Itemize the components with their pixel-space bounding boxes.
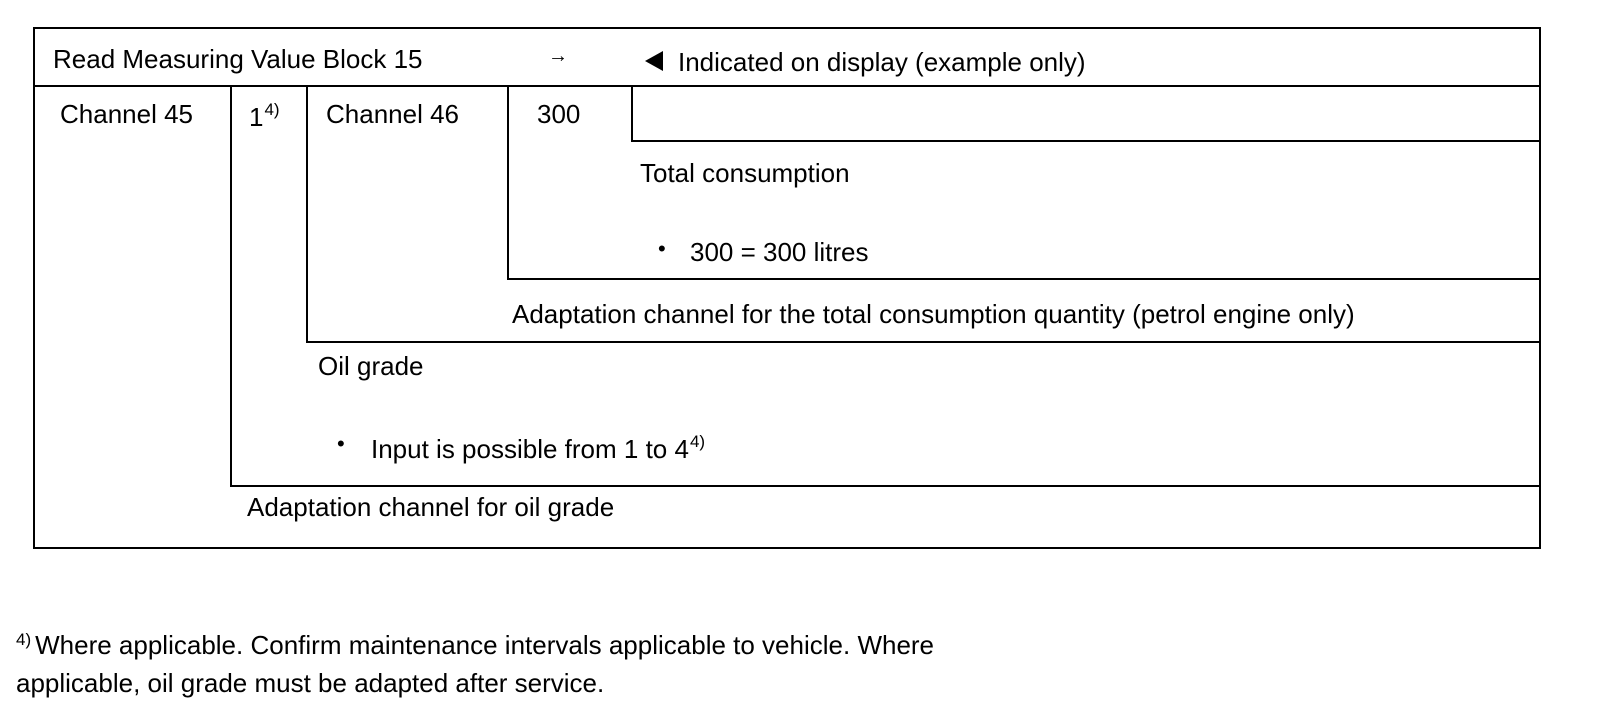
header-divider (33, 85, 1541, 87)
outer-box-left (33, 27, 35, 549)
adaptation-total-bottom (306, 341, 1541, 343)
value1-label: 1 (249, 102, 264, 132)
footnote (16, 628, 934, 700)
oil-grade-footnote-ref: 4) (689, 432, 706, 451)
divider-after-channel46 (507, 85, 509, 280)
value-field-bottom (631, 140, 1541, 142)
display-note: Indicated on display (example only) (678, 47, 1086, 77)
display-indicator-icon (645, 51, 663, 71)
footnote-line1-row (16, 628, 934, 666)
oil-grade-title: Oil grade (318, 351, 424, 381)
total-consumption-bottom (507, 278, 1541, 280)
oil-grade-bottom (230, 485, 1541, 487)
footnote-line1: Where applicable. Confirm maintenance intervals applicable to vehicle. Where (35, 630, 935, 660)
divider-after-value1 (306, 85, 308, 343)
channel46-label: Channel 46 (326, 99, 459, 129)
divider-after-channel45 (230, 85, 232, 487)
arrow-icon: → (548, 45, 568, 67)
divider-after-value300 (631, 85, 633, 142)
outer-box-top (33, 27, 1541, 29)
adaptation-oil-label: Adaptation channel for oil grade (247, 492, 615, 522)
oil-grade-bullet: Input is possible from 1 to 4 (371, 434, 689, 464)
total-consumption-title: Total consumption (640, 158, 850, 188)
outer-box-bottom (33, 547, 1541, 549)
adaptation-total-label: Adaptation channel for the total consumption quantity (petrol engine only) (512, 299, 1355, 329)
footnote-line2: applicable, oil grade must be adapted after service. (16, 668, 605, 698)
bullet-icon: • (658, 236, 666, 261)
value1-footnote-ref: 4) (264, 100, 280, 119)
channel45-label: Channel 45 (60, 99, 193, 129)
outer-box-right (1539, 27, 1541, 549)
total-consumption-bullet: 300 = 300 litres (690, 237, 869, 267)
bullet-icon: • (337, 431, 345, 456)
header-title: Read Measuring Value Block 15 (53, 44, 423, 74)
value300-label: 300 (537, 99, 581, 129)
value1-cell (249, 100, 280, 132)
oil-grade-bullet-cell (371, 432, 706, 464)
footnote-marker: 4) (16, 630, 32, 649)
